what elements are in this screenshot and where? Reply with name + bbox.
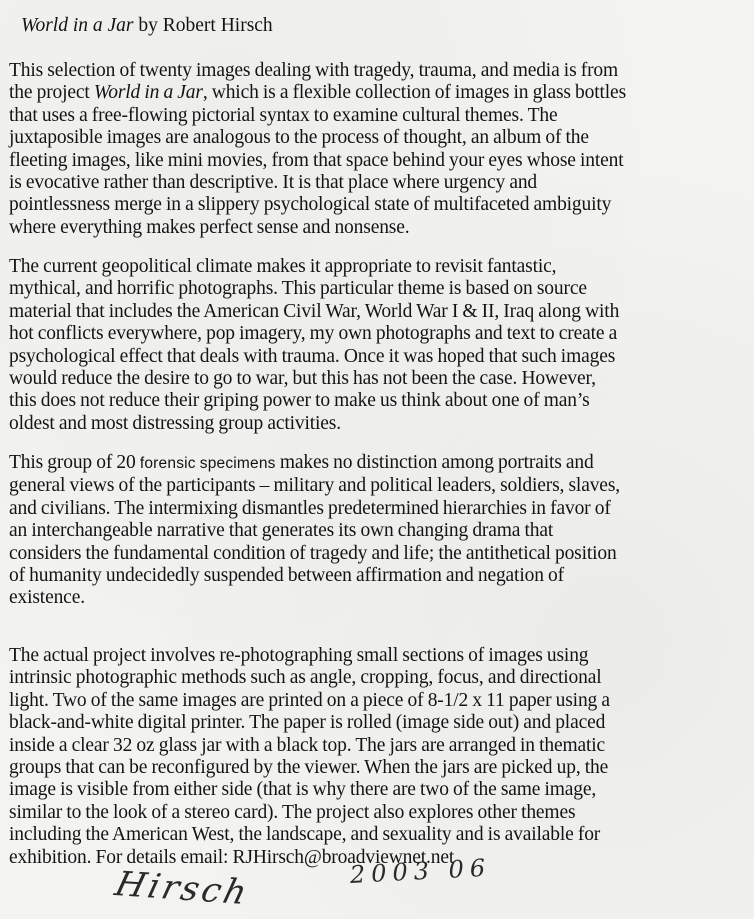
small-font-text-run: forensic specimens xyxy=(139,455,276,472)
text-line xyxy=(9,587,749,609)
text-line xyxy=(9,346,749,368)
text-run: would reduce the desire to go to war, but this has not been the case. However, xyxy=(9,368,596,390)
text-run: exhibition. For details email: RJHirsch@broadviewnet.net xyxy=(9,846,455,868)
text-run: that uses a free-flowing pictorial syntax to examine cultural themes. The xyxy=(9,104,558,126)
text-run: where everything makes perfect sense and nonsense. xyxy=(9,216,410,238)
paragraph-3 xyxy=(9,452,749,610)
text-line xyxy=(9,565,749,587)
text-line xyxy=(9,301,749,323)
text-run: existence. xyxy=(9,587,85,609)
text-run: mythical, and horrific photographs. This particular theme is based on source xyxy=(9,278,587,300)
text-run: oldest and most distressing group activities. xyxy=(9,412,341,434)
title-work-name: World in a Jar xyxy=(21,15,134,36)
text-run: general views of the participants – military and political leaders, soldiers, slaves, xyxy=(9,475,620,497)
text-line xyxy=(9,172,749,194)
text-line xyxy=(9,645,749,667)
text-line xyxy=(9,278,749,300)
signature-date: 2003 06 xyxy=(349,853,492,889)
text-line xyxy=(9,779,749,801)
text-line xyxy=(9,712,749,734)
text-line xyxy=(9,452,749,475)
text-run: makes no distinction among portraits and xyxy=(275,452,594,473)
text-run: material that includes the American Civil War, World War I & II, Iraq along with xyxy=(9,300,620,322)
document-title xyxy=(21,11,273,41)
paragraph-4 xyxy=(9,645,749,869)
text-line xyxy=(9,667,749,689)
text-run: groups that can be reconfigured by the viewer. When the jars are picked up, the xyxy=(9,757,609,779)
title-author: by Robert Hirsch xyxy=(133,15,273,36)
text-run: inside a clear 32 oz glass jar with a black top. The jars are arranged in thematic xyxy=(9,734,606,756)
text-run: fleeting images, like mini movies, from that space behind your eyes whose intent xyxy=(9,149,624,171)
text-line xyxy=(9,824,749,846)
text-run: The actual project involves re-photographing small sections of images using xyxy=(9,645,589,666)
text-line xyxy=(9,217,749,239)
text-run: is evocative rather than descriptive. It is that place where urgency and xyxy=(9,172,538,194)
text-run: considers the fundamental condition of tragedy and life; the antithetical position xyxy=(9,542,617,564)
text-run: of humanity undecidedly suspended between affirmation and negation of xyxy=(9,565,564,587)
text-line xyxy=(9,323,749,345)
text-run: and civilians. The intermixing dismantles predetermined hierarchies in favor of xyxy=(9,497,611,519)
signature-name: Hirsch xyxy=(111,864,254,913)
text-run: black-and-white digital printer. The paper is rolled (image side out) and placed xyxy=(9,712,606,734)
text-run: The current geopolitical climate makes it appropriate to revisit fantastic, xyxy=(9,256,557,277)
text-run: intrinsic photographic methods such as angle, cropping, focus, and directional xyxy=(9,667,602,689)
text-line xyxy=(9,413,749,435)
text-line xyxy=(9,690,749,712)
text-run: including the American West, the landscape, and sexuality and is available for xyxy=(9,824,601,846)
text-line xyxy=(9,82,749,104)
text-run: juxtaposible images are analogous to the process of thought, an album of the xyxy=(9,127,589,149)
text-run: light. Two of the same images are printed on a piece of 8-1/2 x 11 paper using a xyxy=(9,689,610,711)
italic-text-run: World in a Jar xyxy=(93,82,203,104)
text-run: psychological effect that deals with trauma. Once it was hoped that such images xyxy=(9,345,616,367)
text-run: an interchangeable narrative that generates its own changing drama that xyxy=(9,520,554,542)
text-run: This group of 20 xyxy=(9,452,140,473)
text-line xyxy=(9,757,749,779)
text-line xyxy=(9,105,749,127)
text-line xyxy=(9,543,749,565)
text-run: image is visible from either side (that is why there are two of the same image, xyxy=(9,779,597,801)
text-line xyxy=(9,127,749,149)
text-run: hot conflicts everywhere, pop imagery, my own photographs and text to create a xyxy=(9,323,618,345)
text-line xyxy=(9,368,749,390)
paragraph-2 xyxy=(9,256,749,435)
paragraph-1 xyxy=(9,60,749,239)
text-run: This selection of twenty images dealing with tragedy, trauma, and media is from xyxy=(9,60,619,81)
text-run: similar to the look of a stereo card). The project also explores other themes xyxy=(9,801,576,823)
text-line xyxy=(9,475,749,497)
text-run: , which is a flexible collection of images in glass bottles xyxy=(202,82,627,104)
text-run: this does not reduce their griping power to make us think about one of man’s xyxy=(9,390,590,412)
text-line xyxy=(9,194,749,216)
text-line xyxy=(9,150,749,172)
text-line xyxy=(9,60,749,82)
text-line xyxy=(9,498,749,520)
text-run: pointlessness merge in a slippery psychological state of multifaceted ambiguity xyxy=(9,194,612,216)
text-line xyxy=(9,735,749,757)
text-run: the project xyxy=(9,82,94,104)
text-line xyxy=(9,520,749,542)
text-line xyxy=(9,390,749,412)
text-line xyxy=(9,802,749,824)
text-line xyxy=(9,256,749,278)
